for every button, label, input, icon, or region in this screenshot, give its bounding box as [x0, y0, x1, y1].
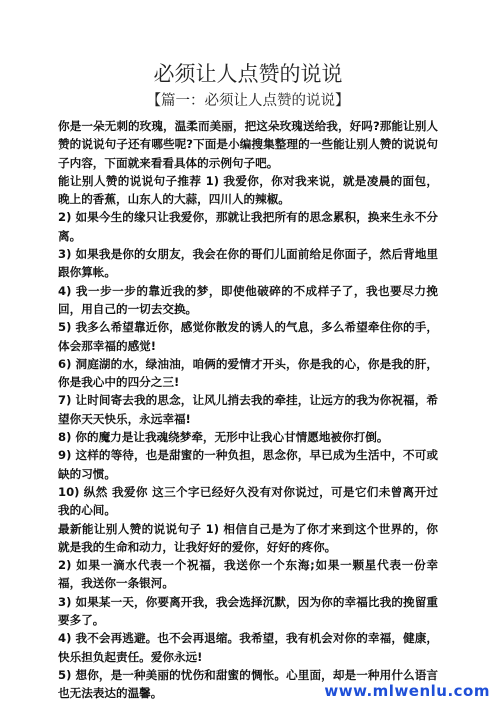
- paragraph-5: 5) 我多么希望靠近你，感觉你散发的诱人的气息，多么希望牵住你的手，体会那幸福的感觉!: [58, 320, 438, 353]
- paragraph-10: 10) 纵然 我爱你 这三个字已经好久没有对你说过，可是它们未曾离开过我的心间。: [58, 484, 438, 518]
- paragraph-latest-3: 3) 如果某一天，你要离开我，我会选择沉默，因为你的幸福比我的挽留重要多了。: [58, 594, 438, 628]
- page-subtitle: 【篇一：必须让人点赞的说说】: [146, 93, 350, 109]
- paragraph-2: 2) 如果今生的缘只让我爱你，那就让我把所有的思念累积，换来生永不分离。: [58, 210, 438, 243]
- page-title: 必须让人点赞的说说: [153, 62, 343, 86]
- paragraph-8: 8) 你的魔力是让我魂绕梦牵，无形中让我心甘情愿地被你打倒。: [58, 430, 389, 445]
- paragraph-7: 7) 让时间寄去我的思念，让风儿捎去我的牵挂，让远方的我为你祝福，希望你天天快乐，永远幸福!: [58, 393, 438, 426]
- paragraph-6: 6) 洞庭湖的水，绿油油，咱俩的爱情才开头，你是我的心，你是我的肝，你是我心中的四分之三!: [58, 356, 438, 390]
- site-watermark: www.mlwenlu.com: [324, 682, 490, 700]
- paragraph-latest-1: 最新能让别人赞的说说句子 1) 相信自己是为了你才来到这个世界的，你就是我的生命和动力，让我好好的爱你，好好的疼你。: [58, 521, 438, 554]
- paragraph-3: 3) 如果我是你的女朋友，我会在你的哥们儿面前给足你面子，然后背地里跟你算帐。: [58, 247, 438, 280]
- paragraph-latest-5: 5) 想你，是一种美丽的忧伤和甜蜜的惆怅。心里面，却是一种用什么语言也无法表达的温馨。: [58, 667, 438, 701]
- paragraph-latest-2: 2) 如果一滴水代表一个祝福，我送你一个东海;如果一颗星代表一份幸福，我送你一条银河。: [58, 558, 438, 591]
- paragraph-4: 4) 我一步一步的靠近我的梦，即使他破碎的不成样子了，我也要尽力挽回，用自己的一切去交换。: [58, 283, 438, 316]
- article-body: [58, 117, 438, 703]
- paragraph-1: 能让别人赞的说说句子推荐 1) 我爱你，你对我来说，就是凌晨的面包，晚上的香蕉，山东人的大蒜，四川人的辣椒。: [58, 173, 438, 207]
- paragraph-9: 9) 这样的等待，也是甜蜜的一种负担，思念你，早已成为生活中，不可或缺的习惯。: [58, 448, 438, 481]
- paragraph-intro: 你是一朵无刺的玫瑰，温柔而美丽，把这朵玫瑰送给我，好吗?那能让别人赞的说说句子还有哪些呢?下面是小编搜集整理的一些能让别人赞的说说句子内容，下面就来看看具体的示例句子吧。: [58, 119, 438, 170]
- paragraph-latest-4: 4) 我不会再逃避。也不会再退缩。我希望，我有机会对你的幸福，健康，快乐担负起责任。爱你永远!: [58, 631, 438, 664]
